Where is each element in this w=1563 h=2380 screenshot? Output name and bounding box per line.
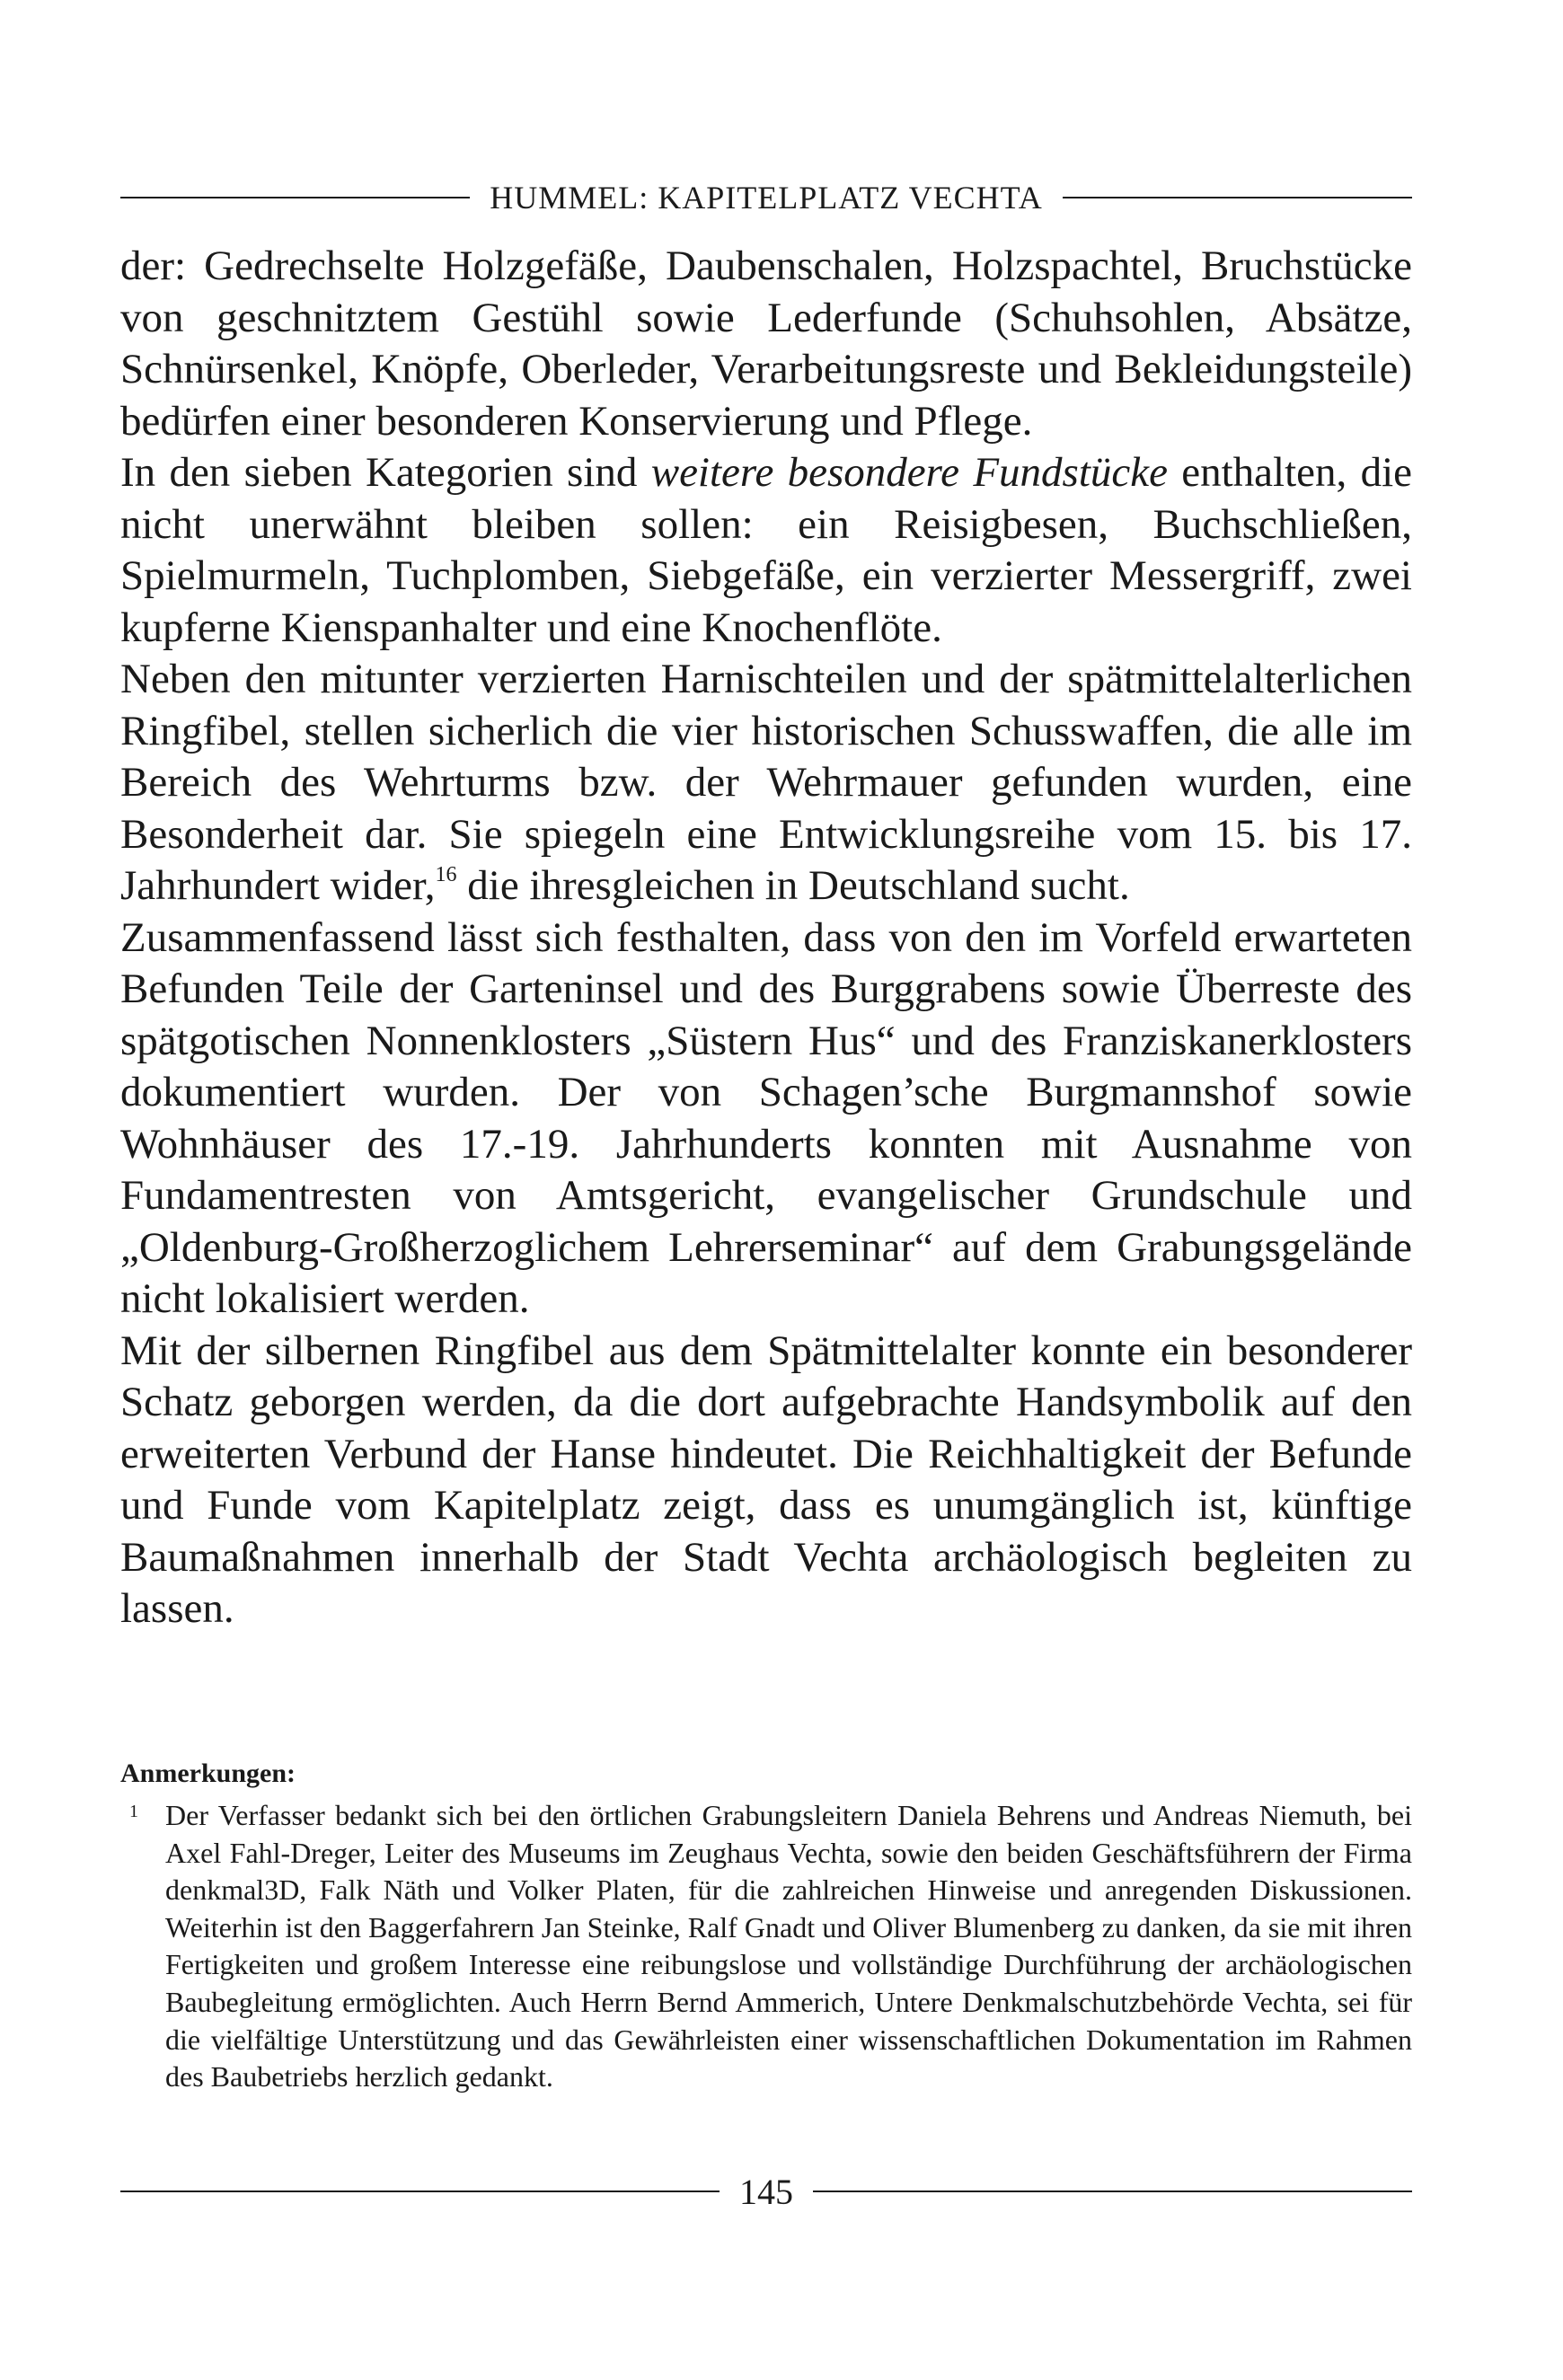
paragraph-1: der: Gedrechselte Holzgefäße, Daubenschalen, Holzspachtel, Bruchstücke von geschnitztem Gestühl sowie Lederfunde (Schuhsohlen, Absätze, Schnürsenkel, Knöpfe, Oberleder, Verarbeitungsreste und Bekleidungsteile) bedürfen einer besonderen Konservierung und Pflege. bbox=[120, 242, 1412, 445]
running-title: HUMMEL: KAPITELPLATZ VECHTA bbox=[490, 180, 1043, 216]
header-rule-right bbox=[1063, 197, 1412, 198]
paragraph-3-text-a: Neben den mitunter verzierten Harnischteilen und der spätmittelalterlichen Ringfibel, stellen sicherlich die vier historischen Schusswaffen, die alle im Bereich des Wehrturms bzw. der Wehrmauer gefunden wurden, eine Besonderheit dar. Sie spiegeln eine Entwicklungsreihe vom 15. bis 17. Jahrhundert wider, bbox=[120, 656, 1412, 909]
paragraph-3 bbox=[120, 654, 1412, 912]
footnote-reference: 16 bbox=[435, 863, 457, 886]
paragraph-5: Mit der silbernen Ringfibel aus dem Spätmittelalter konnte ein besonderer Schatz geborgen werden, da die dort aufgebrachte Handsymbolik auf den erweiterten Verbund der Hanse hindeutet. Die Reichhaltigkeit der Befunde und Funde vom Kapitelplatz zeigt, dass es unumgänglich ist, künftige Baumaßnahmen innerhalb der Stadt Vechta archäologisch begleiten zu lassen. bbox=[120, 1327, 1412, 1632]
paragraph-2-emphasis: weitere besondere Fundstücke bbox=[650, 449, 1168, 496]
footer-rule-right bbox=[813, 2190, 1412, 2192]
note-number: 1 bbox=[129, 1802, 138, 1821]
footer-rule-left bbox=[120, 2190, 720, 2192]
paragraph-3-text-b: die ihresgleichen in Deutschland sucht. bbox=[456, 862, 1130, 909]
page-number: 145 bbox=[739, 2171, 793, 2212]
paragraph-2-text-a: In den sieben Kategorien sind bbox=[120, 449, 651, 496]
page-footer bbox=[120, 2164, 1412, 2218]
paragraph-4: Zusammenfassend lässt sich festhalten, dass von den im Vorfeld erwarteten Befunden Teile der Garteninsel und des Burggrabens sowie Überreste des spätgotischen Nonnenklosters „Süstern Hus“ und des Franziskanerklosters dokumentiert wurden. Der von Schagen’sche Burgmannshof sowie Wohnhäuser des 17.-19. Jahrhunderts konnten mit Ausnahme von Fundamentresten von Amtsgericht, evangelischer Grundschule und „Oldenburg-Großherzoglichem Lehrerseminar“ auf dem Grabungsgelände nicht lokalisiert werden. bbox=[120, 913, 1412, 1322]
note-item bbox=[120, 1797, 1412, 2096]
running-header bbox=[120, 175, 1412, 220]
header-rule-left bbox=[120, 197, 470, 198]
body-text bbox=[120, 241, 1412, 1635]
endnotes-section bbox=[120, 1756, 1412, 2096]
note-text: Der Verfasser bedankt sich bei den örtlichen Grabungsleitern Daniela Behrens und Andreas Niemuth, bei Axel Fahl-Dreger, Leiter des Museums im Zeughaus Vechta, sowie den beiden Geschäftsführern der Firma denkmal3D, Falk Näth und Volker Platen, für die zahlreichen Hinweise und anregenden Diskussionen. Weiterhin ist den Baggerfahrern Jan Steinke, Ralf Gnadt und Oliver Blumenberg zu danken, da sie mit ihren Fertigkeiten und großem Interesse eine reibungslose und vollständige Durchführung der archäologischen Baubegleitung ermöglichten. Auch Herrn Bernd Ammerich, Untere Denkmalschutzbehörde Vechta, sei für die vielfältige Unterstützung und das Gewährleisten einer wissenschaftlichen Dokumentation im Rahmen des Baubetriebs herzlich gedankt. bbox=[165, 1799, 1412, 2094]
paragraph-2-text-b: enthalten, die nicht unerwähnt bleiben sollen: ein Reisigbesen, Buchschließen, Spielmurmeln, Tuchplomben, Siebgefäße, ein verzierter Messergriff, zwei kupferne Kienspanhalter und eine Knochenflöte. bbox=[120, 449, 1412, 651]
notes-heading: Anmerkungen: bbox=[120, 1759, 296, 1788]
paragraph-2 bbox=[120, 447, 1412, 654]
